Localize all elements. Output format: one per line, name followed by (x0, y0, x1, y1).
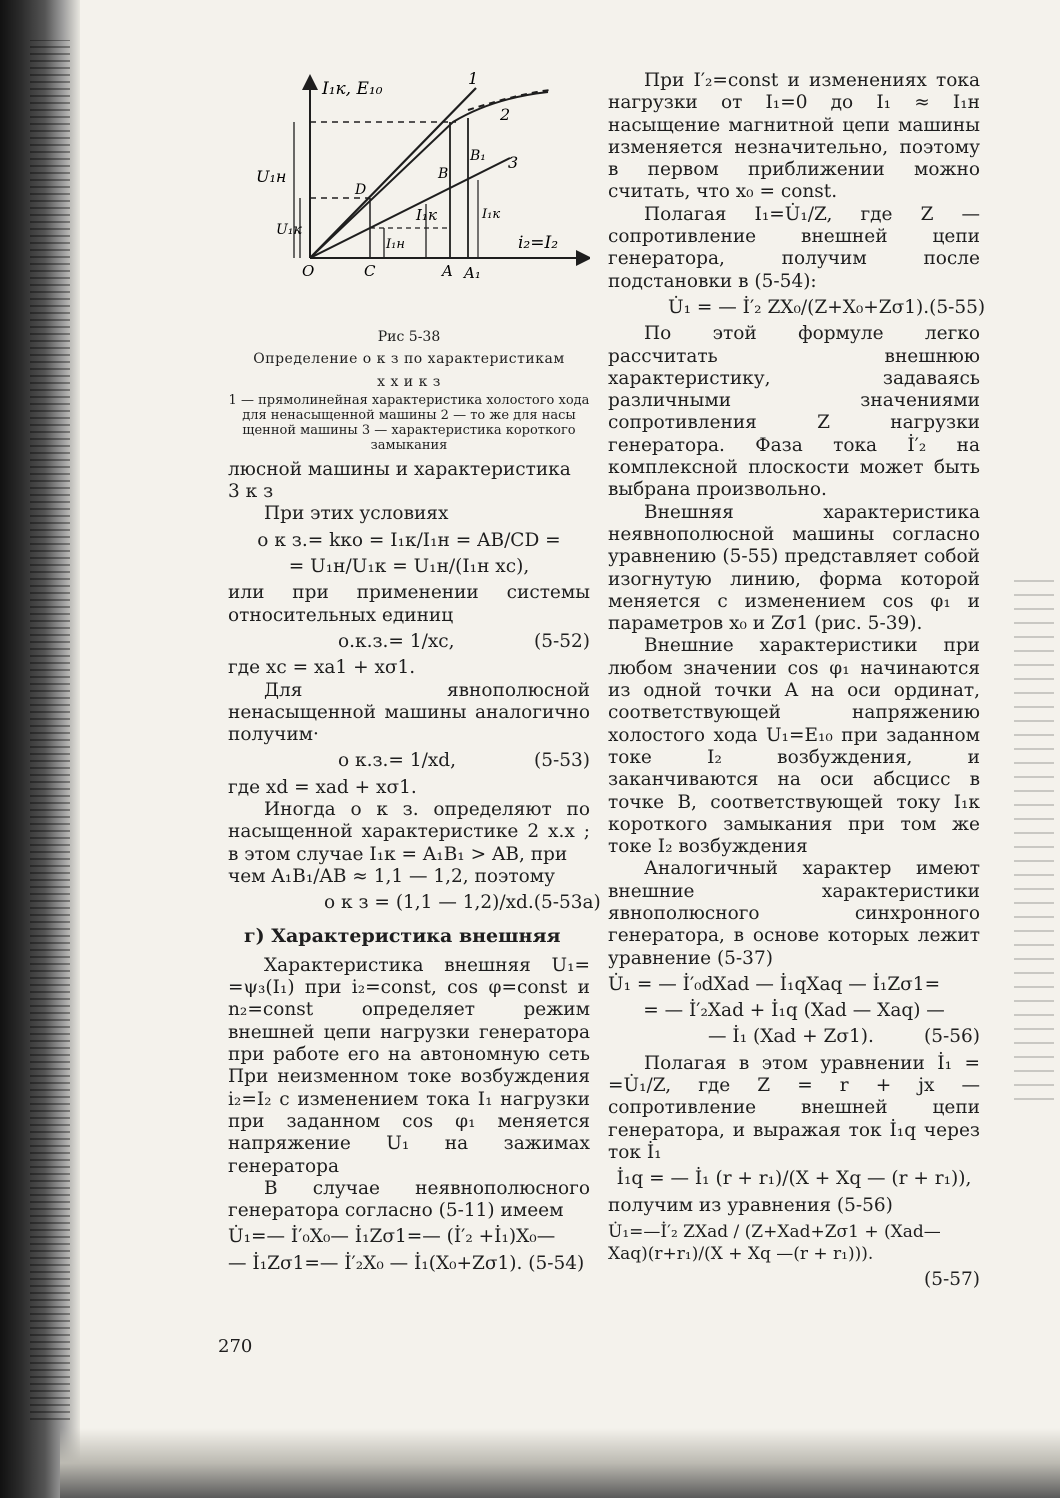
figure-number: Рис 5-38 (377, 329, 441, 345)
left-column (228, 70, 601, 1279)
figure-diagram (228, 70, 590, 320)
label-U1n: U₁н (256, 167, 287, 186)
equation-5-56c: — İ₁ (Xad + Zσ1). (708, 1026, 874, 1048)
right-paragraph-5: Внешние характеристики при любом значении cos φ₁ начинаются из одной точки A на оси ординат, соответствующей напряжению холостого хода U₁=E₁₀ при заданном токе I₂ возбуждения, и заканчиваются на оси абсцисс в точке B, соответствующей току I₁к короткого замыкания при том же токе I₂ возбуждения (608, 635, 980, 858)
figure-title-line2: х х и к з (377, 373, 441, 390)
figure-5-38 (228, 70, 590, 320)
label-U1k: U₁к (276, 222, 302, 238)
figure-legend-4: замыкания (370, 437, 448, 453)
page-number: 270 (218, 1336, 253, 1357)
page-bottom-shadow (60, 1428, 1060, 1498)
left-paragraph-8: Характеристика внешняя U₁= =ψ₃(I₁) при i₂=const, cos φ=const и n₂=const определяет режим внешней цепи нагрузки генератора при работе его на автономную сеть При неизменном токе возбуждения i₂=I₂ с изменением тока I₁ нагрузки при заданном cos φ₁ меняется напряжение U₁ на зажимах генератора (228, 954, 590, 1177)
equation-i1q: İ₁q = — İ₁ (r + r₁)/(X + Xq — (r + r₁)), (616, 1168, 972, 1190)
equation-5-56-number: (5-56) (924, 1026, 980, 1048)
curve-label-3: 3 (508, 153, 519, 172)
point-C: C (364, 262, 376, 280)
equation-5-53a (228, 892, 601, 914)
left-paragraph-2: При этих условиях (264, 503, 449, 525)
equation-5-54b: — İ₁Zσ1=— İ′₂X₀ — İ₁(X₀+Zσ1). (5-54) (228, 1252, 585, 1274)
curve-label-2: 2 (500, 105, 511, 124)
label-I1k: I₁к (416, 206, 437, 224)
left-paragraph-1b: 3 к з (228, 481, 274, 503)
point-O: O (302, 262, 315, 280)
right-column (608, 70, 986, 1296)
x-axis-label: i₂=I₂ (518, 233, 559, 253)
label-I1k-right: I₁к (482, 207, 501, 222)
left-paragraph-4: где xс = xa1 + xσ1. (228, 657, 416, 679)
section-heading: г) Характеристика внешняя (244, 924, 561, 947)
equation-okz-1b: = U₁н/U₁к = U₁н/(I₁н xс), (288, 556, 530, 578)
equation-5-56b: = — İ′₂Xad + İ₁q (Xad — Xaq) — (643, 1000, 945, 1022)
right-paragraph-7: Полагая в этом уравнении İ₁ = =U̇₁/Z, где Z = r + jx — сопротивление внешней цепи генератора, и выражая ток İ₁q через ток İ₁ (608, 1052, 980, 1163)
equation-5-53 (228, 750, 590, 772)
equation-5-55-body: U̇₁ = — İ′₂ ZX₀/(Z+X₀+Zσ1). (668, 296, 930, 318)
equation-5-52-body: о.к.з.= 1/xс, (338, 630, 455, 652)
curve-label-1: 1 (468, 70, 479, 88)
equation-5-53a-number: (5-53а) (533, 892, 601, 914)
point-D: D (355, 182, 367, 198)
right-paragraph-8: получим из уравнения (5-56) (608, 1194, 893, 1216)
curve-2 (310, 92, 548, 258)
point-B: B (438, 166, 449, 182)
equation-5-53-body: о к.з.= 1/xd, (338, 750, 456, 772)
equation-5-57: U̇₁=—İ′₂ ZXad / (Z+Xad+Zσ1 + (Xad—Xaq)(r+r₁)/(X + Xq —(r + r₁))). (608, 1221, 941, 1265)
y-axis-label: I₁к, E₁₀ (322, 79, 383, 99)
equation-5-53a-body: о к з = (1,1 — 1,2)/xd. (324, 892, 534, 914)
point-A: A (442, 262, 453, 280)
equation-5-55-number: (5-55) (929, 296, 986, 318)
figure-legend-3: щенной машины 3 — характеристика короткого (242, 422, 576, 438)
curve-3 (310, 158, 510, 258)
equation-5-55 (608, 296, 986, 319)
right-paragraph-4: Внешняя характеристика неявнополюсной машины согласно уравнению (5-55) представляет собой изогнутую линию, форма которой меняется с изменением cos φ₁ и параметров x₀ и Zσ1 (рис. 5-39). (608, 501, 980, 635)
equation-5-57-number: (5-57) (924, 1269, 980, 1291)
equation-okz-1a: о к з.= kко = I₁к/I₁н = AB/CD = (257, 529, 561, 551)
figure-title: Определение о к з по характеристикам (253, 351, 565, 368)
right-paragraph-2: Полагая I₁=U̇₁/Z, где Z — сопротивление внешней цепи генератора, получим после подстановки в (5-54): (608, 203, 980, 292)
label-I1n: I₁н (386, 237, 405, 252)
figure-legend-1: 1 — прямолинейная характеристика холостого хода (228, 392, 590, 408)
left-paragraph-9: В случае неявнополюсного генератора согласно (5-11) имеем (228, 1177, 590, 1222)
curve-1 (310, 88, 476, 258)
point-B1: B₁ (470, 148, 486, 164)
equation-5-56a: U̇₁ = — İ′₀dXad — İ₁qXaq — İ₁Zσ1= (608, 973, 941, 995)
equation-5-52-number: (5-52) (534, 630, 590, 652)
equation-5-56 (608, 1026, 980, 1048)
equation-5-53-number: (5-53) (534, 750, 590, 772)
left-paragraph-7b: чем A₁B₁/AB ≈ 1,1 — 1,2, поэтому (228, 865, 556, 887)
left-paragraph-3: или при применении системы относительных единиц (228, 582, 590, 626)
spine-texture (30, 40, 70, 1420)
left-paragraph-6: где xd = xad + xσ1. (228, 776, 417, 798)
figure-legend-2: для ненасыщенной машины 2 — то же для насы (242, 407, 576, 423)
equation-5-54a: U̇₁=— İ′₀X₀— İ₁Zσ1=— (İ′₂ +İ₁)X₀— (228, 1226, 556, 1248)
right-paragraph-3: По этой формуле легко рассчитать внешнюю характеристику, задаваясь различными значениями сопротивления Z нагрузки генератора. Фаза тока İ′₂ на комплексной плоскости может быть выбрана произвольно. (608, 323, 980, 501)
left-paragraph-5: Для явнополюсной ненасыщенной машины аналогично получим· (228, 679, 590, 746)
scan-noise (1014, 580, 1054, 1100)
point-A1: A₁ (464, 264, 481, 282)
left-paragraph-7: Иногда о к з. определяют по насыщенной характеристике 2 х.х ; в этом случае I₁к = A₁B₁ > AB, при (228, 799, 590, 865)
equation-5-52 (228, 631, 590, 653)
right-paragraph-6: Аналогичный характер имеют внешние характеристики явнополюсного синхронного генератора, в основе которых лежит уравнение (5-37) (608, 858, 980, 969)
left-paragraph-1: люсной машины и характеристика (228, 458, 571, 480)
right-paragraph-1: При I′₂=const и изменениях тока нагрузки от I₁=0 до I₁ ≈ I₁н насыщение магнитной цепи машины изменяется незначительно, поэтому в первом приближении можно считать, что x₀ = const. (608, 70, 980, 203)
